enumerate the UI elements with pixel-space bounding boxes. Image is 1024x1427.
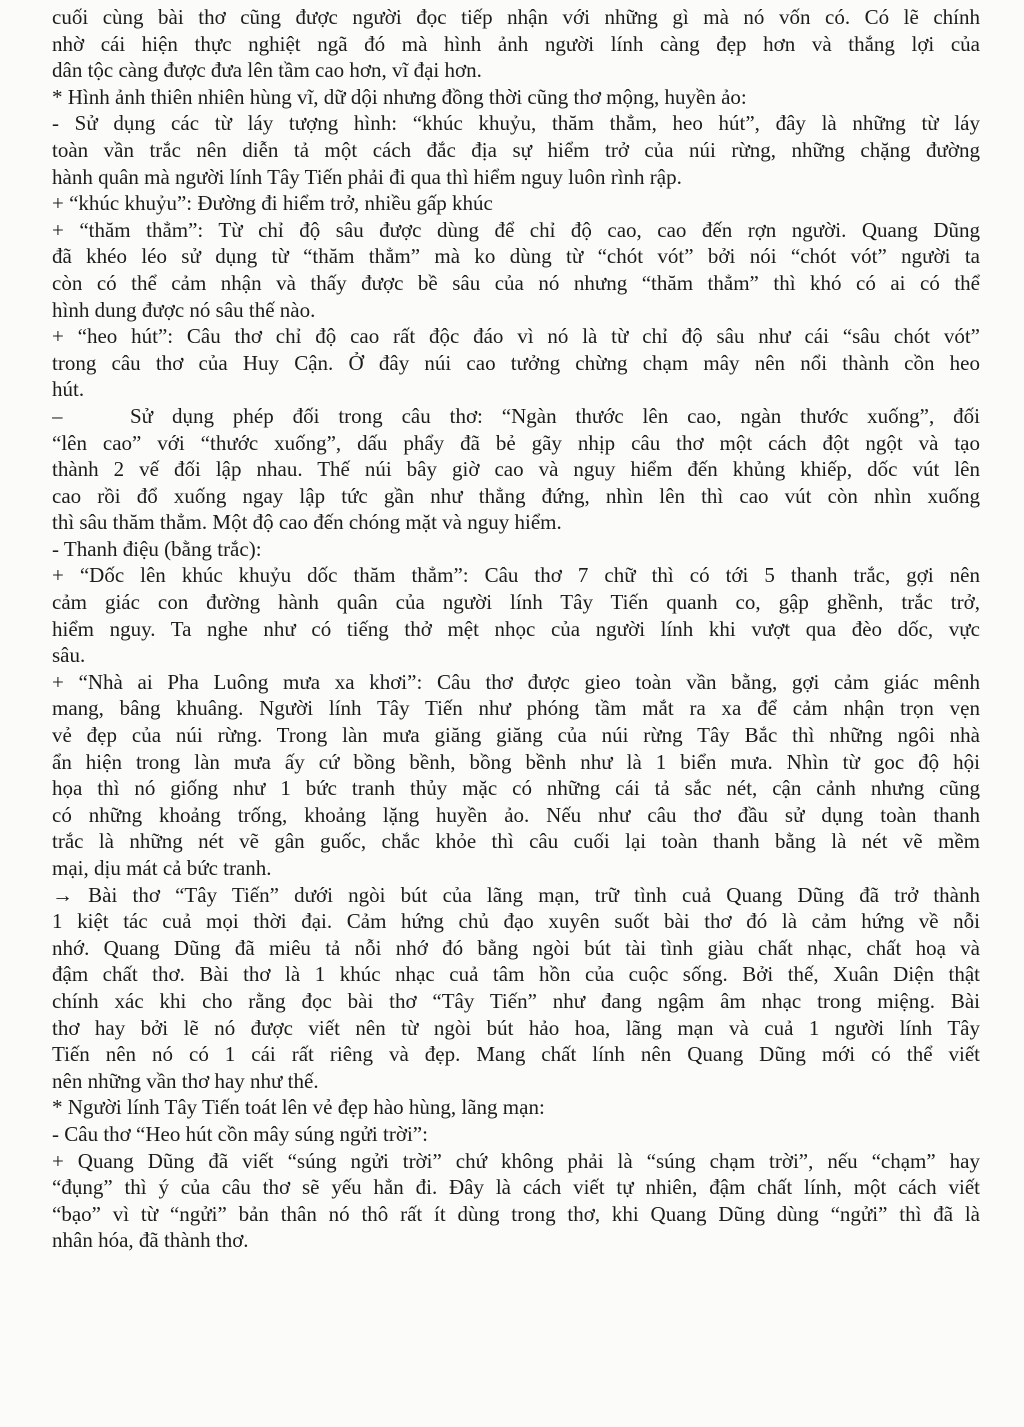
bullet-dash: – [52,403,63,428]
text-line: thì sâu thăm thẳm. Một độ cao đến chóng mặt và nguy hiểm. [52,510,562,535]
text-line: + “Nhà ai Pha Luông mưa xa khơi”: Câu thơ được gieo toàn vần bằng, gợi cảm giác mênh [52,669,980,694]
text-line: hút. [52,377,85,402]
text-line: * Hình ảnh thiên nhiên hùng vĩ, dữ dội nhưng đồng thời cũng thơ mộng, huyền ảo: [52,84,747,109]
text-line: thành 2 vế đối lập nhau. Thế núi bây giờ cao và nguy hiểm đến khủng khiếp, dốc vút lên [52,457,980,482]
text-line: vẻ đẹp của núi rừng. Trong làn mưa giăng giăng của núi rừng Tây Bắc thì những ngôi nhà [52,723,980,748]
text-line: thơ hay bởi lẽ nó được viết nên từ ngòi bút hảo hoa, lãng mạn và cuả 1 người lính Tây [52,1015,980,1040]
text-line: “bạo” vì từ “ngửi” bản thân nó thô rất ít dùng trong thơ, khi Quang Dũng dùng “ngửi” thì đã là [52,1201,980,1226]
text-line: còn có thể cảm nhận và thấy được bề sâu của nó nhưng “thăm thẳm” thì khó có ai có thể [52,270,980,295]
text-line: đã khéo léo sử dụng từ “thăm thẳm” mà ko dùng từ “chót vót” bởi nói “chót vót” người ta [52,244,980,269]
text-line: * Người lính Tây Tiến toát lên vẻ đẹp hào hùng, lãng mạn: [52,1095,545,1120]
text-line [52,403,980,430]
text-line: cảm giác con đường hành quân của người lính Tây Tiến quanh co, gập ghềnh, trắc trở, [52,590,980,615]
text-line: → Bài thơ “Tây Tiến” dưới ngòi bút của lãng mạn, trữ tình cuả Quang Dũng đã trở thành [52,882,980,907]
text-line: + “heo hút”: Câu thơ chỉ độ cao rất độc đáo vì nó là từ chỉ độ sâu như cái “sâu chót vót” [52,324,980,349]
text-line: mang, bâng khuâng. Người lính Tây Tiến như phóng tầm mắt ra xa để cảm nhận trọn vẹn [52,696,980,721]
text-line: nhớ. Quang Dũng đã miêu tả nỗi nhớ đó bằng ngòi bút tài tình giàu chất nhạc, chất hoạ và [52,935,980,960]
text-line: nhờ cái hiện thực nghiệt ngã đó mà hình ảnh người lính càng đẹp hơn và thắng lợi của [52,31,980,56]
text-line: “đụng” thì ý của câu thơ sẽ yếu hẳn đi. Đây là cách viết tự nhiên, đậm chất lính, một cách viết [52,1175,980,1200]
text-line: đậm chất thơ. Bài thơ là 1 khúc nhạc cuả tâm hồn của cuộc sống. Bởi thế, Xuân Diện thật [52,962,980,987]
text-line: hình dung được nó sâu thế nào. [52,297,316,322]
text-line: nên những vần thơ hay như thế. [52,1068,319,1093]
text-line: + Quang Dũng đã viết “súng ngửi trời” chứ không phải là “súng chạm trời”, nếu “chạm” hay [52,1148,980,1173]
text-line: sâu. [52,643,86,668]
text-line: dân tộc càng được đưa lên tầm cao hơn, vĩ đại hơn. [52,58,482,83]
text-line: ẩn hiện trong làn mưa ấy cứ bồng bềnh, bồng bềnh như là 1 biển mưa. Nhìn từ goc độ hội [52,749,980,774]
text-line: - Sử dụng các từ láy tượng hình: “khúc khuỷu, thăm thẳm, heo hút”, đây là những từ láy [52,111,980,136]
text-line: trong câu thơ của Huy Cận. Ở đây núi cao tưởng chừng chạm mây nên nổi thành cồn heo [52,350,980,375]
text-line: chính xác khi cho rằng đọc bài thơ “Tây Tiến” như đang ngậm âm nhạc trong miệng. Bài [52,988,980,1013]
text-line: hiểm nguy. Ta nghe như có tiếng thở mệt nhọc của người lính khi vượt qua đèo dốc, vực [52,616,980,641]
text-line: họa thì nó giống như 1 bức tranh thủy mặc có những cái tả sắc nét, cận cảnh nhưng cũng [52,776,980,801]
text-line: Tiến nên nó có 1 cái rất riêng và đẹp. Mang chất lính nên Quang Dũng mới có thể viết [52,1042,980,1067]
text-line: + “Dốc lên khúc khuỷu dốc thăm thẳm”: Câu thơ 7 chữ thì có tới 5 thanh trắc, gợi nên [52,563,980,588]
text-line: cao rồi đổ xuống ngay lập tức gần như thẳng đứng, nhìn lên thì cao vút còn nhìn xuống [52,483,980,508]
text-line: cuối cùng bài thơ cũng được người đọc tiếp nhận với những gì mà nó vốn có. Có lẽ chính [52,5,980,29]
text-line: “lên cao” với “thước xuống”, dấu phẩy đã bẻ gãy nhịp câu thơ một cách đột ngột và tạo [52,430,980,455]
text-line: có những khoảng trống, khoảng lặng huyền ảo. Nếu như câu thơ đầu sử dụng toàn thanh [52,802,980,827]
text-line: nhân hóa, đã thành thơ. [52,1228,249,1253]
text-line: trắc là những nét vẽ gân guốc, chắc khỏe thì câu cuối lại toàn thanh bằng là nét vẽ mềm [52,829,980,854]
text-line: - Câu thơ “Heo hút cồn mây súng ngửi trời”: [52,1121,428,1146]
text-line: 1 kiệt tác cuả mọi thời đại. Cảm hứng chủ đạo xuyên suốt bài thơ đó là cảm hứng về nỗi [52,909,980,934]
text-line: + “thăm thẳm”: Từ chỉ độ sâu được dùng để chỉ độ cao, cao đến rợn người. Quang Dũng [52,217,980,242]
text-line: mại, dịu mát cả bức tranh. [52,856,272,880]
line-text: Sử dụng phép đối trong câu thơ: “Ngàn thước lên cao, ngàn thước xuống”, đối [130,403,980,428]
text-line: + “khúc khuỷu”: Đường đi hiểm trở, nhiều gấp khúc [52,191,493,216]
text-line: hành quân mà người lính Tây Tiến phải đi qua thì hiểm nguy luôn rình rập. [52,164,682,189]
text-line: toàn vần trắc nên diễn tả một cách đắc địa sự hiểm trở của núi rừng, những chặng đường [52,137,980,162]
text-line: - Thanh điệu (bằng trắc): [52,536,262,561]
